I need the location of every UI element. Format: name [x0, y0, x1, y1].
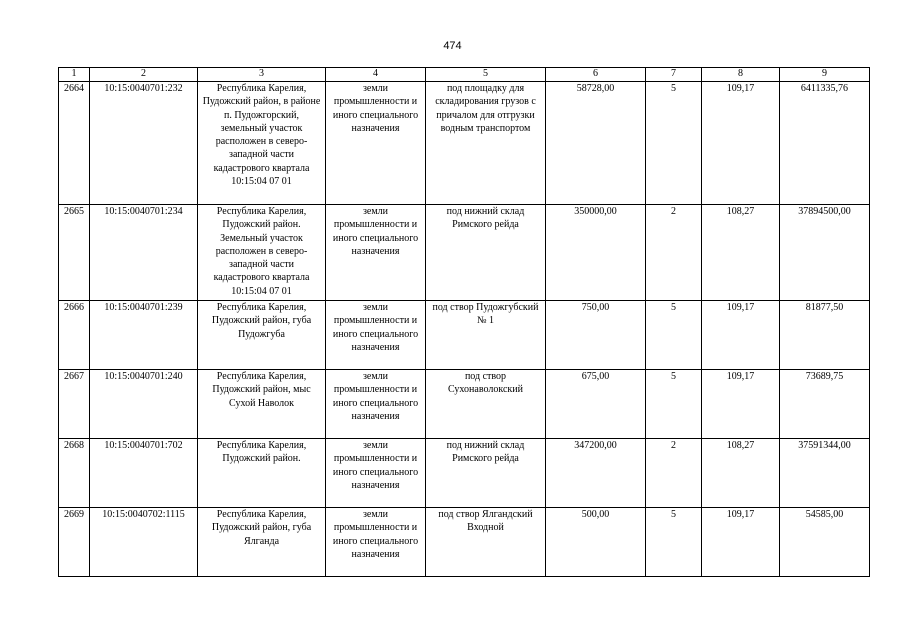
row-number: 2664 — [59, 82, 90, 205]
location: Республика Карелия, Пудожский район, мыс Сухой Наволок — [198, 370, 326, 439]
permitted-use: под створ Ялгандский Входной — [426, 508, 546, 577]
column-8-value: 109,17 — [702, 301, 780, 370]
total-value: 6411335,76 — [780, 82, 870, 205]
area-value: 500,00 — [546, 508, 646, 577]
permitted-use: под створ Сухонаволокский — [426, 370, 546, 439]
land-category: земли промышленности и иного специального назначения — [326, 82, 426, 205]
column-7-value: 2 — [646, 205, 702, 301]
land-category: земли промышленности и иного специального назначения — [326, 301, 426, 370]
table-body — [59, 82, 870, 577]
column-8-value: 109,17 — [702, 82, 780, 205]
cadastral-number: 10:15:0040702:1115 — [90, 508, 198, 577]
table-row — [59, 439, 870, 508]
row-number: 2665 — [59, 205, 90, 301]
table-row — [59, 82, 870, 205]
location: Республика Карелия, Пудожский район, в районе п. Пудожгорский, земельный участок расположен в северо-западной части кадастрового квартала 10:15:04 07 01 — [198, 82, 326, 205]
column-7-value: 5 — [646, 82, 702, 205]
area-value: 675,00 — [546, 370, 646, 439]
location: Республика Карелия, Пудожский район, губа Ялганда — [198, 508, 326, 577]
header-col-6: 6 — [546, 68, 646, 82]
header-col-8: 8 — [702, 68, 780, 82]
row-number: 2669 — [59, 508, 90, 577]
total-value: 81877,50 — [780, 301, 870, 370]
area-value: 750,00 — [546, 301, 646, 370]
header-col-5: 5 — [426, 68, 546, 82]
column-8-value: 109,17 — [702, 508, 780, 577]
cadastral-number: 10:15:0040701:232 — [90, 82, 198, 205]
header-col-3: 3 — [198, 68, 326, 82]
location: Республика Карелия, Пудожский район. — [198, 439, 326, 508]
total-value: 37894500,00 — [780, 205, 870, 301]
row-number: 2667 — [59, 370, 90, 439]
table-row — [59, 508, 870, 577]
total-value: 37591344,00 — [780, 439, 870, 508]
land-category: земли промышленности и иного специального назначения — [326, 508, 426, 577]
column-7-value: 5 — [646, 508, 702, 577]
land-category: земли промышленности и иного специального назначения — [326, 205, 426, 301]
column-8-value: 109,17 — [702, 370, 780, 439]
cadastral-number: 10:15:0040701:239 — [90, 301, 198, 370]
permitted-use: под створ Пудожгубский № 1 — [426, 301, 546, 370]
land-category: земли промышленности и иного специального назначения — [326, 370, 426, 439]
permitted-use: под площадку для складирования грузов с причалом для отгрузки водным транспортом — [426, 82, 546, 205]
row-number: 2666 — [59, 301, 90, 370]
location: Республика Карелия, Пудожский район. Земельный участок расположен в северо-западной части кадастрового квартала 10:15:04 07 01 — [198, 205, 326, 301]
header-col-4: 4 — [326, 68, 426, 82]
header-col-1: 1 — [59, 68, 90, 82]
area-value: 350000,00 — [546, 205, 646, 301]
total-value: 54585,00 — [780, 508, 870, 577]
area-value: 347200,00 — [546, 439, 646, 508]
table-row — [59, 370, 870, 439]
header-col-7: 7 — [646, 68, 702, 82]
page-number: 474 — [443, 40, 462, 52]
area-value: 58728,00 — [546, 82, 646, 205]
header-col-9: 9 — [780, 68, 870, 82]
land-category: земли промышленности и иного специального назначения — [326, 439, 426, 508]
cadastral-number: 10:15:0040701:234 — [90, 205, 198, 301]
column-8-value: 108,27 — [702, 439, 780, 508]
table-row — [59, 205, 870, 301]
column-7-value: 5 — [646, 370, 702, 439]
table-row — [59, 301, 870, 370]
row-number: 2668 — [59, 439, 90, 508]
table-header — [59, 68, 870, 82]
location: Республика Карелия, Пудожский район, губа Пудожгуба — [198, 301, 326, 370]
header-col-2: 2 — [90, 68, 198, 82]
permitted-use: под нижний склад Римского рейда — [426, 439, 546, 508]
permitted-use: под нижний склад Римского рейда — [426, 205, 546, 301]
cadastral-number: 10:15:0040701:702 — [90, 439, 198, 508]
cadastral-number: 10:15:0040701:240 — [90, 370, 198, 439]
land-registry-table — [58, 67, 870, 577]
column-7-value: 5 — [646, 301, 702, 370]
header-row — [59, 68, 870, 82]
column-7-value: 2 — [646, 439, 702, 508]
column-8-value: 108,27 — [702, 205, 780, 301]
total-value: 73689,75 — [780, 370, 870, 439]
